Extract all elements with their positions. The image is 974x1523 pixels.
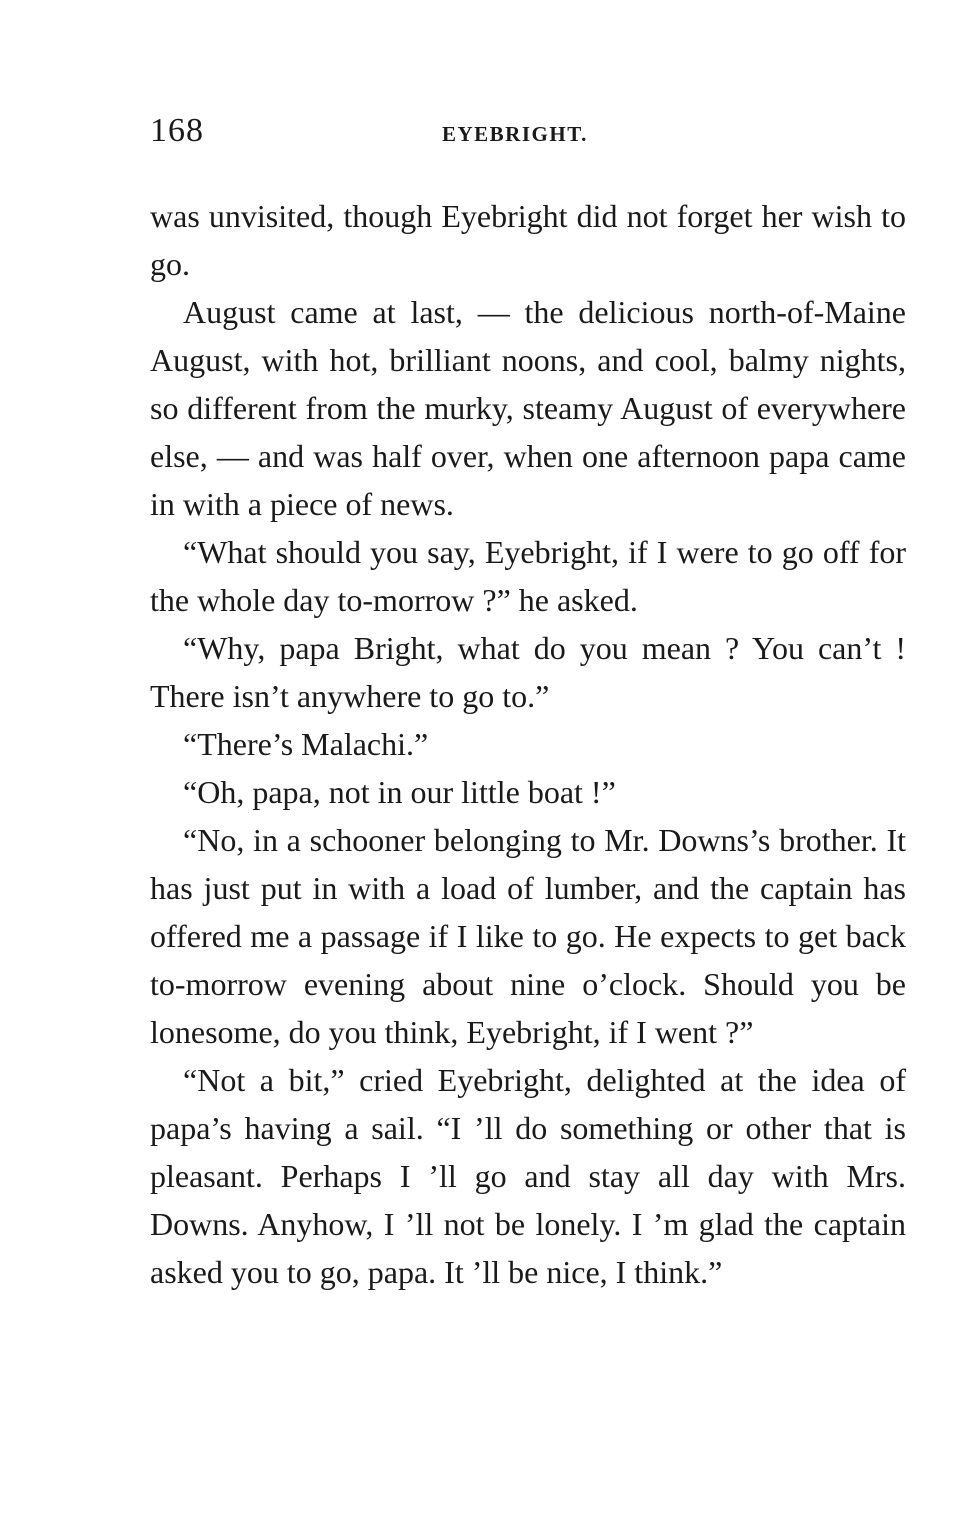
paragraph: “What should you say, Eyebright, if I were to go off for the whole day to-morrow ?” he asked.	[150, 534, 906, 618]
paragraph: “No, in a schooner belonging to Mr. Downs’s brother. It has just put in with a load of lumber, and the captain has offered me a passage if I like to go. He expects to get back to-morrow evening about nine o’clock. Should you be lonesome, do you think, Eyebright, if I went ?”	[150, 822, 906, 1050]
paragraph: “There’s Malachi.”	[183, 726, 429, 762]
paragraph: August came at last, — the delicious north-of-Maine August, with hot, brilliant noons, and cool, balmy nights, so different from the murky, steamy August of everywhere else, — and was half over, when one afternoon papa came in with a piece of news.	[150, 294, 906, 522]
paragraph: “Why, papa Bright, what do you mean ? You can’t ! There isn’t anywhere to go to.”	[150, 630, 906, 714]
paragraph: “Oh, papa, not in our little boat !”	[183, 774, 616, 810]
paragraph-continuation: was unvisited, though Eyebright did not forget her wish to go.	[150, 198, 906, 282]
paragraph: “Not a bit,” cried Eyebright, delighted at the idea of papa’s having a sail. “I ’ll do something or other that is pleasant. Perhaps I ’ll go and stay all day with Mrs. Downs. Anyhow, I ’ll not be lonely. I ’m glad the captain asked you to go, papa. It ’ll be nice, I think.”	[150, 1062, 906, 1290]
page-header	[150, 112, 910, 152]
running-title: EYEBRIGHT.	[442, 122, 588, 146]
body-text	[150, 192, 906, 1296]
page-number: 168	[150, 112, 204, 149]
